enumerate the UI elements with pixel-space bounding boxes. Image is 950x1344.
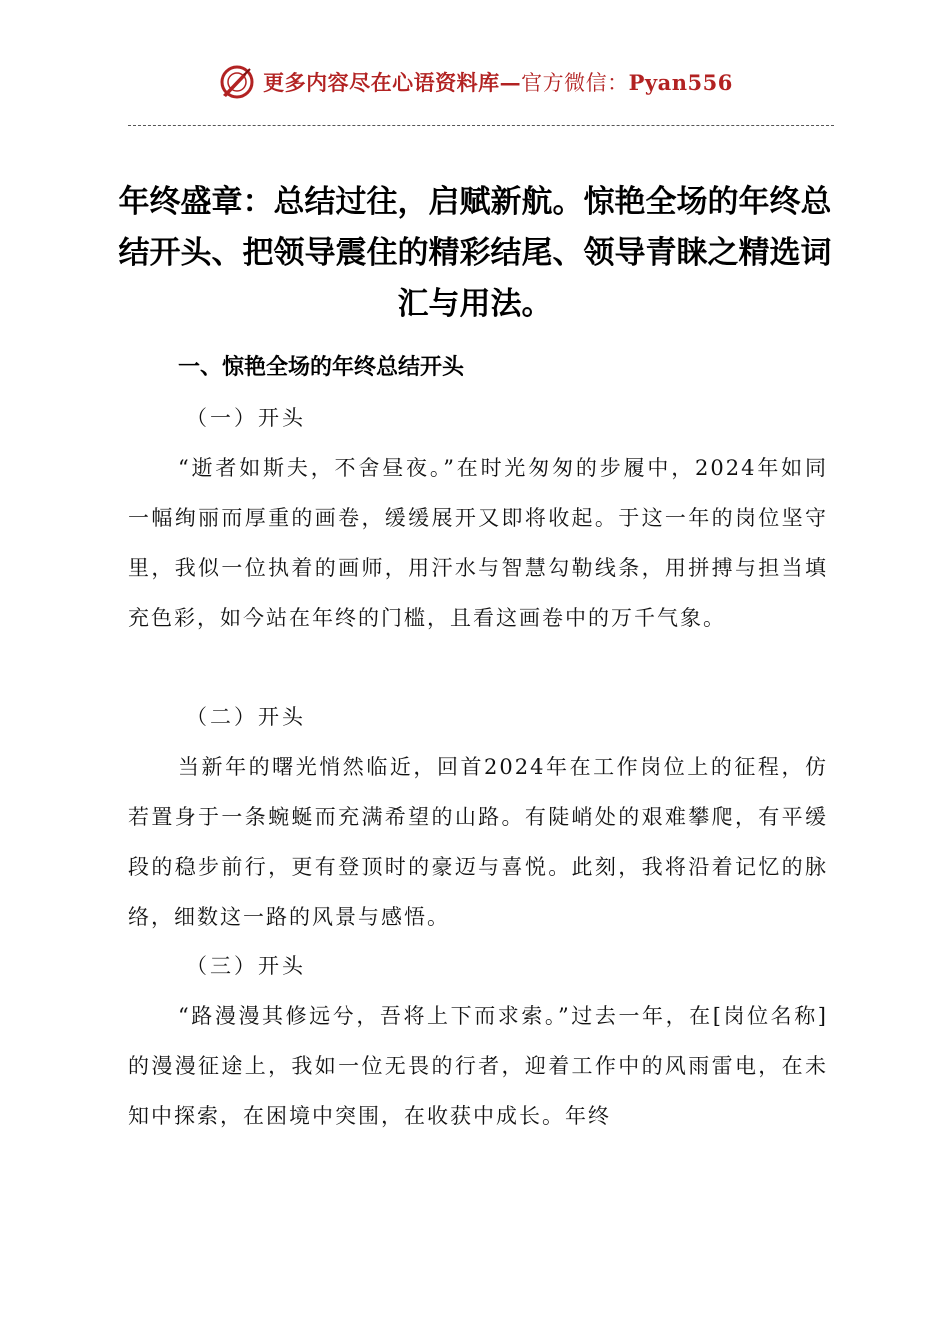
wechat-id: Pyan556 [628,70,733,95]
pen-nib-logo-icon [217,62,257,102]
brand-name: 更多内容尽在心语资料库 [263,70,500,95]
document-title: 年终盛章：总结过往，启赋新航。惊艳全场的年终总结开头、把领导震住的精彩结尾、领导青睐之精选词汇与用法。 [118,184,832,322]
wechat-label: 官方微信： [521,71,629,95]
section-heading: 一、惊艳全场的年终总结开头 [178,355,465,380]
item-label: （三）开头 [186,954,306,978]
item-label: （一）开头 [186,406,306,430]
page-header [0,58,950,106]
header-divider [128,125,834,126]
item-label: （二）开头 [186,705,306,729]
brand-dash: — [499,70,522,95]
item-paragraph: “逝者如斯夫，不舍昼夜。”在时光匆匆的步履中，2024年如同一幅绚丽而厚重的画卷，缓缓展开又即将收起。于这一年的岗位坚守里，我似一位执着的画师，用汗水与智慧勾勒线条，用拼搏与担当填充色彩，如今站在年终的门槛，且看这画卷中的万千气象。 [128,456,828,630]
item-paragraph: 当新年的曙光悄然临近，回首2024年在工作岗位上的征程，仿若置身于一条蜿蜒而充满希望的山路。有陡峭处的艰难攀爬，有平缓段的稳步前行，更有登顶时的豪迈与喜悦。此刻，我将沿着记忆的脉络，细数这一路的风景与感悟。 [128,755,828,929]
header-brand [263,67,733,97]
item-paragraph: “路漫漫其修远兮，吾将上下而求索。”过去一年，在[岗位名称]的漫漫征途上，我如一位无畏的行者，迎着工作中的风雨雷电，在未知中探索，在困境中突围，在收获中成长。年终 [128,1004,828,1128]
